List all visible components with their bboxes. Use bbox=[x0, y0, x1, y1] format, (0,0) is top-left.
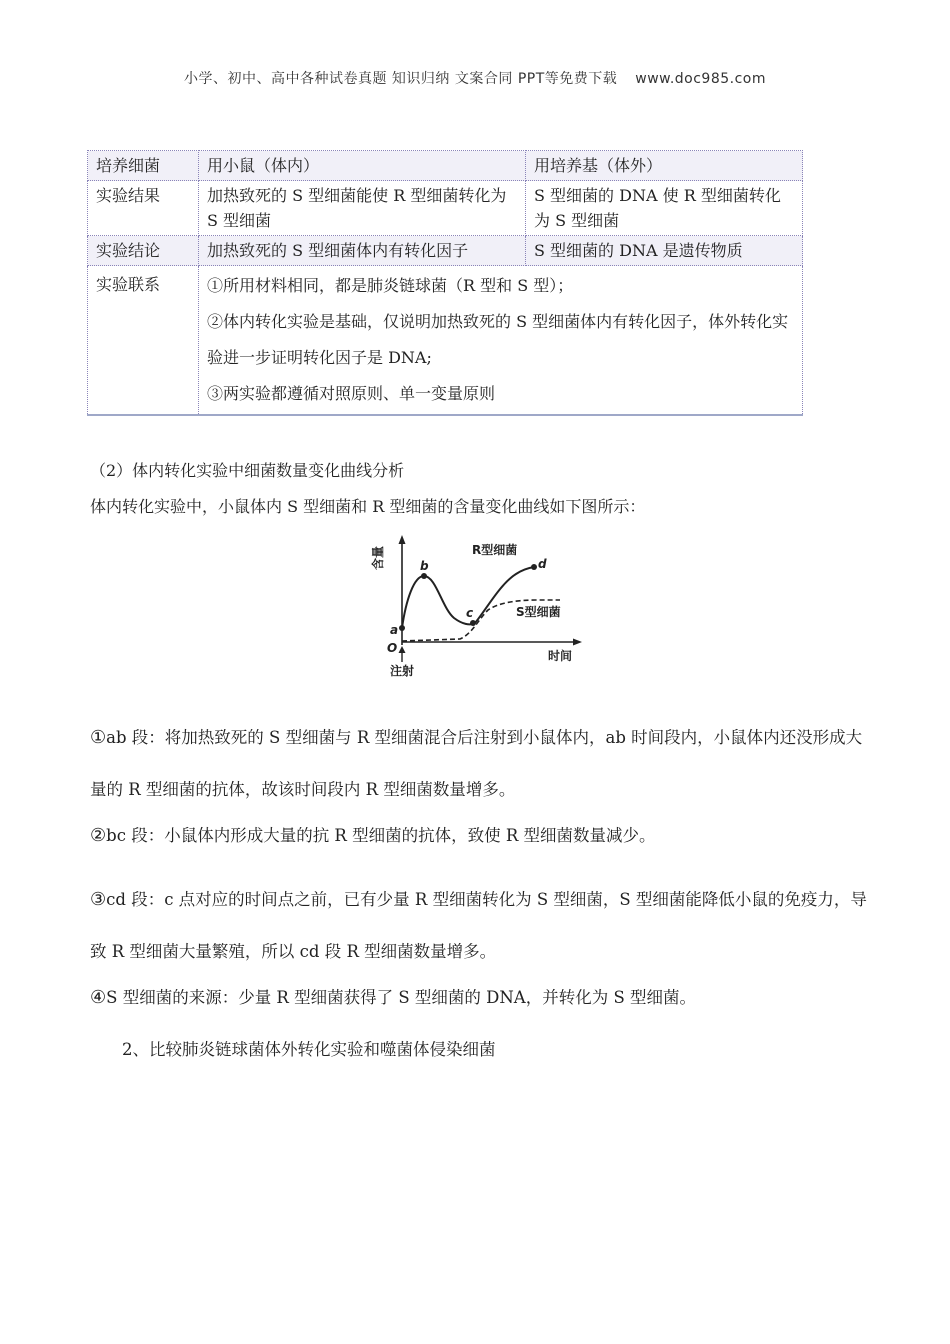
link-item: ②体内转化实验是基础，仅说明加热致死的 S 型细菌体内有转化因子，体外转化实验进一步证明转化因子是 DNA; bbox=[207, 312, 789, 367]
analysis-number: ④ bbox=[90, 987, 107, 1008]
analysis-item bbox=[90, 972, 870, 1024]
analysis-text: ab 段：将加热致死的 S 型细菌与 R 型细菌混合后注射到小鼠体内，ab 时间段内，小鼠体内还没形成大量的 R 型细菌的抗体，故该时间段内 R 型细菌数量增多。 bbox=[90, 728, 863, 799]
analysis-text: S 型细菌的来源：少量 R 型细菌获得了 S 型细菌的 DNA，并转化为 S 型细菌。 bbox=[106, 988, 697, 1007]
cell-in-vivo: 加热致死的 S 型细菌体内有转化因子 bbox=[199, 236, 526, 266]
next-heading: 2、比较肺炎链球菌体外转化实验和噬菌体侵染细菌 bbox=[122, 1040, 496, 1059]
analysis-number: ① bbox=[90, 727, 107, 748]
s-curve-label: S型细菌 bbox=[516, 605, 561, 619]
point-b-marker bbox=[421, 573, 427, 579]
cell-in-vitro: S 型细菌的 DNA 使 R 型细菌转化为 S 型细菌 bbox=[526, 181, 803, 236]
y-axis-label: 含量 bbox=[371, 545, 385, 571]
analysis-item bbox=[90, 712, 870, 816]
comparison-table bbox=[87, 150, 803, 416]
cell-in-vitro: 用培养基（体外） bbox=[526, 151, 803, 181]
point-d-label: d bbox=[538, 557, 547, 571]
bacteria-curve-figure bbox=[360, 530, 590, 680]
analysis-item bbox=[90, 874, 870, 978]
table-row bbox=[88, 151, 803, 181]
cell-in-vivo: 用小鼠（体内） bbox=[199, 151, 526, 181]
analysis-item bbox=[90, 810, 870, 862]
intro-text: 体内转化实验中，小鼠体内 S 型细菌和 R 型细菌的含量变化曲线如下图所示： bbox=[90, 497, 646, 516]
point-d-marker bbox=[531, 564, 537, 570]
inject-label: 注射 bbox=[390, 664, 415, 678]
x-axis-label: 时间 bbox=[548, 649, 573, 663]
link-cell bbox=[199, 266, 803, 416]
y-axis-arrow bbox=[399, 535, 406, 544]
point-c-marker bbox=[470, 620, 476, 626]
point-a-label: a bbox=[390, 623, 399, 637]
analysis-text: cd 段：c 点对应的时间点之前，已有少量 R 型细菌转化为 S 型细菌，S 型细菌能降低小鼠的免疫力，导致 R 型细菌大量繁殖，所以 cd 段 R 型细菌数量增多。 bbox=[90, 890, 867, 961]
analysis-number: ③ bbox=[90, 889, 107, 910]
row-label: 实验结论 bbox=[88, 236, 199, 266]
analysis-text: bc 段：小鼠体内形成大量的抗 R 型细菌的抗体，致使 R 型细菌数量减少。 bbox=[106, 826, 656, 845]
point-c-label: c bbox=[466, 606, 474, 620]
row-label: 实验结果 bbox=[88, 181, 199, 236]
table-row bbox=[88, 236, 803, 266]
table-row bbox=[88, 266, 803, 416]
cell-in-vivo: 加热致死的 S 型细菌能使 R 型细菌转化为 S 型细菌 bbox=[199, 181, 526, 236]
link-item: ③两实验都遵循对照原则、单一变量原则 bbox=[207, 384, 496, 403]
header-text: 小学、初中、高中各种试卷真题 知识归纳 文案合同 PPT等免费下载 bbox=[183, 71, 618, 87]
header-url[interactable]: www.doc985.com bbox=[635, 71, 767, 87]
row-label: 实验联系 bbox=[88, 266, 199, 416]
section-title: （2）体内转化实验中细菌数量变化曲线分析 bbox=[90, 461, 405, 480]
cell-in-vitro: S 型细菌的 DNA 是遗传物质 bbox=[526, 236, 803, 266]
point-a-marker bbox=[399, 625, 405, 631]
page-header bbox=[0, 68, 950, 88]
inject-arrow-head bbox=[399, 646, 406, 653]
analysis-number: ② bbox=[90, 825, 107, 846]
point-b-label: b bbox=[420, 559, 429, 573]
link-item: ①所用材料相同，都是肺炎链球菌（R 型和 S 型）； bbox=[207, 276, 574, 295]
table-row bbox=[88, 181, 803, 236]
x-axis-arrow bbox=[573, 639, 582, 646]
r-curve-label: R型细菌 bbox=[472, 543, 518, 557]
origin-label: O bbox=[387, 641, 398, 655]
row-label: 培养细菌 bbox=[88, 151, 199, 181]
